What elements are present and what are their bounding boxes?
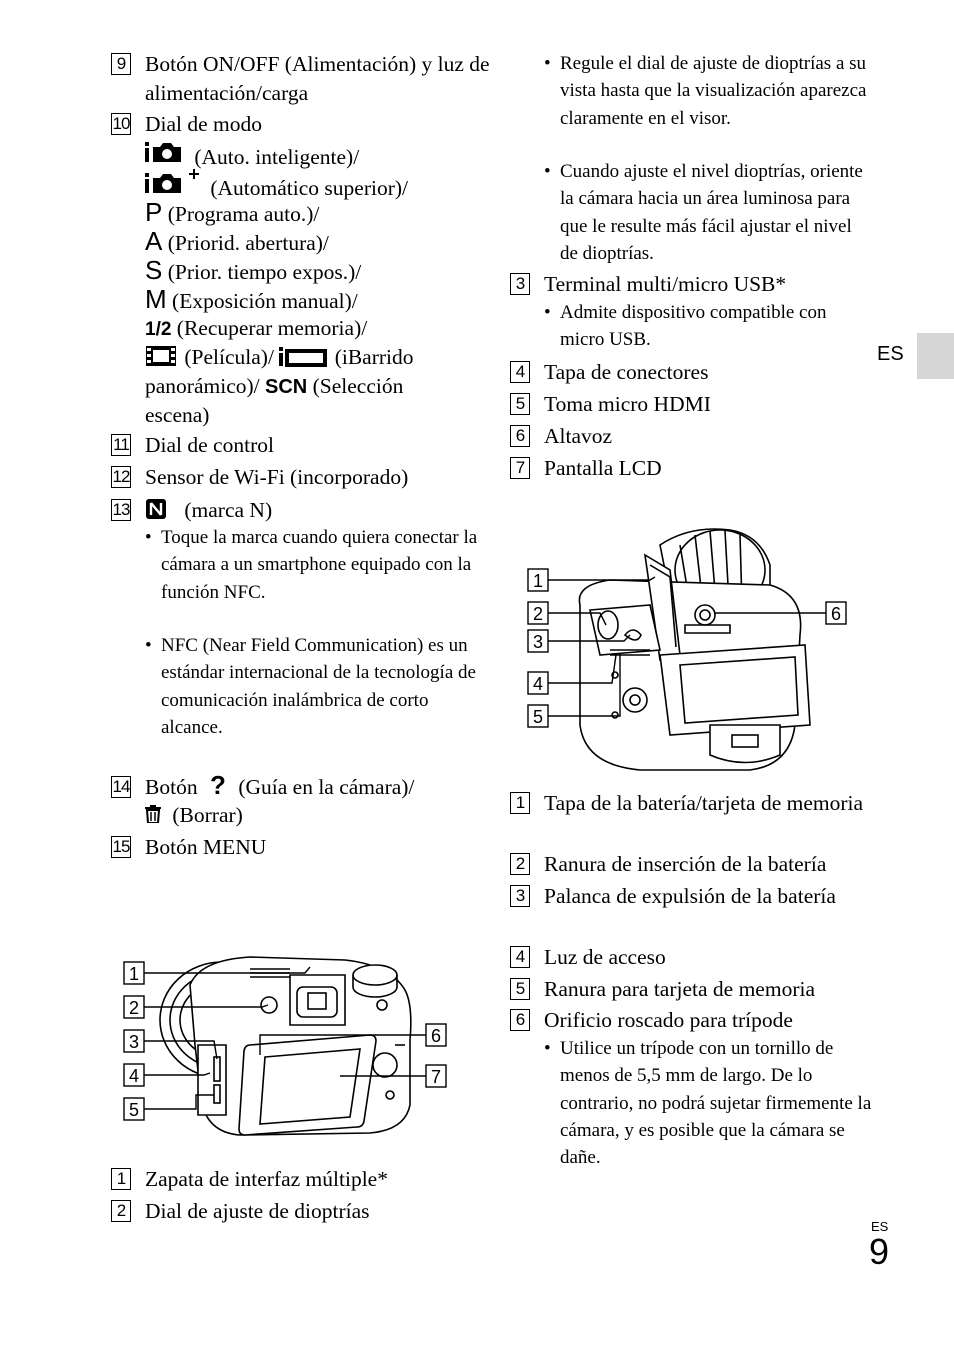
mode-label: (Exposición manual)/ xyxy=(172,289,358,313)
list-item-11 xyxy=(111,431,505,460)
item-number: 9 xyxy=(111,53,131,75)
callout-label: 2 xyxy=(532,604,544,624)
item-number: 6 xyxy=(510,425,530,447)
item-number: 15 xyxy=(112,837,130,856)
mode-program xyxy=(111,198,505,229)
diopter-bullet-2: • Cuando ajuste el nivel dioptrías, oriente la cámara hacia un área luminosa para que le resulte más fácil ajustar el nivel de dioptrías. xyxy=(544,158,872,267)
manual-icon: M xyxy=(145,284,167,314)
right-list-item-5 xyxy=(510,390,904,419)
mode-movie-sweep xyxy=(111,343,505,375)
trash-icon xyxy=(145,802,167,831)
mode-label: (Película)/ xyxy=(184,345,274,369)
right2-list-item-1 xyxy=(510,789,904,818)
callout-label: 1 xyxy=(532,571,544,591)
mode-auto-intelligent xyxy=(111,140,505,172)
item-number: 6 xyxy=(510,1009,530,1031)
mode-manual xyxy=(111,285,505,316)
item-text: Ranura para tarjeta de memoria xyxy=(544,977,815,1001)
help-question-icon: ? xyxy=(210,770,226,800)
mode-scene-line2 xyxy=(111,401,505,430)
delete-label: (Borrar) xyxy=(172,803,243,827)
mode-scene xyxy=(111,372,505,402)
callout-label: 4 xyxy=(128,1066,140,1086)
camera-rear-diagram xyxy=(110,945,455,1145)
right2-list-item-2 xyxy=(510,850,924,879)
item-text: Toma micro HDMI xyxy=(544,392,711,416)
item-number: 2 xyxy=(510,853,530,875)
page-number: 9 xyxy=(869,1231,890,1272)
list-item-10 xyxy=(111,110,495,139)
right-list-item-6 xyxy=(510,422,904,451)
item-number: 2 xyxy=(111,1200,131,1222)
right2-list-item-4 xyxy=(510,943,904,972)
right-list-item-3 xyxy=(510,270,904,299)
intelligent-auto-icon xyxy=(145,140,189,172)
item-text: Botón ON/OFF (Alimentación) y luz de alimentación/carga xyxy=(145,52,490,105)
item-number: 10 xyxy=(112,114,130,133)
item-number: 14 xyxy=(112,777,130,796)
mode-label: (Prior. tiempo expos.)/ xyxy=(167,260,362,284)
item-text: Zapata de interfaz múltiple* xyxy=(145,1167,388,1191)
callout-label: 4 xyxy=(532,674,544,694)
item-text: Orificio roscado para trípode xyxy=(544,1008,793,1032)
item-text: Terminal multi/micro USB* xyxy=(544,272,787,296)
nfc-bullet-2: • NFC (Near Field Communication) es un estándar internacional de la tecnología de comunicación inalámbrica de corto alcance. xyxy=(145,632,479,741)
right2-list-item-5 xyxy=(510,975,924,1004)
item-text: (marca N) xyxy=(184,498,273,522)
mode-label: (Auto. inteligente)/ xyxy=(194,145,360,169)
mode-aperture xyxy=(111,227,505,258)
item-number: 1 xyxy=(510,792,530,814)
callout-label: 5 xyxy=(532,707,544,727)
item-text: Dial de modo xyxy=(145,112,263,136)
camera-bottom-diagram xyxy=(520,525,855,780)
movie-icon xyxy=(145,345,179,375)
callout-label: 5 xyxy=(128,1100,140,1120)
item-number: 7 xyxy=(510,457,530,479)
mode-label: (Automático superior)/ xyxy=(210,176,409,200)
mode-shutter xyxy=(111,256,505,287)
bottom-list-item-1 xyxy=(111,1165,505,1194)
mode-recall xyxy=(111,314,505,344)
callout-label: 6 xyxy=(830,604,842,624)
item-text: Dial de control xyxy=(145,433,274,457)
item-number: 5 xyxy=(510,978,530,1000)
shutter-icon: S xyxy=(145,255,163,285)
item-number: 4 xyxy=(510,946,530,968)
mode-label: (Selección xyxy=(312,374,404,398)
mode-label: (Programa auto.)/ xyxy=(167,202,320,226)
item-text: Pantalla LCD xyxy=(544,456,662,480)
item-text: Sensor de Wi-Fi (incorporado) xyxy=(145,465,409,489)
item-number: 12 xyxy=(112,467,130,486)
list-item-12 xyxy=(111,463,505,492)
scene-icon: SCN xyxy=(265,376,308,398)
usb-bullet: • Admite dispositivo compatible con micro USB. xyxy=(544,299,872,354)
item-number: 3 xyxy=(510,273,530,295)
mode-label: (Priorid. abertura)/ xyxy=(167,231,329,255)
item-text: Botón xyxy=(145,775,198,799)
page-language: ES xyxy=(871,1219,889,1234)
item-text: Ranura de inserción de la batería xyxy=(544,852,827,876)
item-text: Altavoz xyxy=(544,424,613,448)
language-tab xyxy=(917,333,954,379)
sweep-panorama-icon xyxy=(279,345,329,375)
language-tab-label: ES xyxy=(877,343,904,365)
item-number: 5 xyxy=(510,393,530,415)
mode-label: (Recuperar memoria)/ xyxy=(176,316,368,340)
right2-list-item-3 xyxy=(510,882,874,911)
item-text: Luz de acceso xyxy=(544,945,666,969)
mode-label: (iBarrido xyxy=(334,345,414,369)
right-list-item-7 xyxy=(510,454,904,483)
callout-label: 3 xyxy=(128,1032,140,1052)
list-item-15 xyxy=(111,833,505,862)
program-icon: P xyxy=(145,197,163,227)
item-text: Botón MENU xyxy=(145,835,267,859)
memory-recall-icon: 1/2 xyxy=(145,319,172,340)
callout-label: 6 xyxy=(430,1026,442,1046)
mode-label: panorámico)/ xyxy=(145,374,260,398)
bottom-list-item-2 xyxy=(111,1197,505,1226)
item-number: 11 xyxy=(111,434,131,456)
aperture-icon: A xyxy=(145,226,163,256)
callout-label: 3 xyxy=(532,632,544,652)
item-text: Tapa de la batería/tarjeta de memoria xyxy=(544,791,864,815)
right-list-item-4 xyxy=(510,358,904,387)
diopter-bullet-1: • Regule el dial de ajuste de dioptrías a su vista hasta que la visualización aparezca claramente en el visor. xyxy=(544,50,872,132)
callout-label: 2 xyxy=(128,998,140,1018)
tripod-bullet: • Utilice un trípode con un tornillo de menos de 5,5 mm de largo. De lo contrario, no podrá sujetar firmemente la cámara, y es posible que la cámara se dañe. xyxy=(544,1035,874,1171)
callout-label: 7 xyxy=(430,1067,442,1087)
right2-list-item-6 xyxy=(510,1006,924,1035)
mode-label: escena) xyxy=(145,403,210,427)
list-item-14-delete xyxy=(111,801,505,831)
item-text: Palanca de expulsión de la batería xyxy=(544,884,836,908)
item-number: 4 xyxy=(510,361,530,383)
item-text: Tapa de conectores xyxy=(544,360,709,384)
nfc-bullet-1: • Toque la marca cuando quiera conectar la cámara a un smartphone equipado con la función NFC. xyxy=(145,524,479,606)
item-text: Dial de ajuste de dioptrías xyxy=(145,1199,370,1223)
item-number: 13 xyxy=(112,500,130,519)
item-number: 1 xyxy=(111,1168,131,1190)
list-item-14 xyxy=(111,770,505,802)
list-item-9 xyxy=(111,50,495,108)
callout-label: 1 xyxy=(128,964,140,984)
help-guide-label: (Guía en la cámara)/ xyxy=(238,775,415,799)
item-number: 3 xyxy=(510,885,530,907)
